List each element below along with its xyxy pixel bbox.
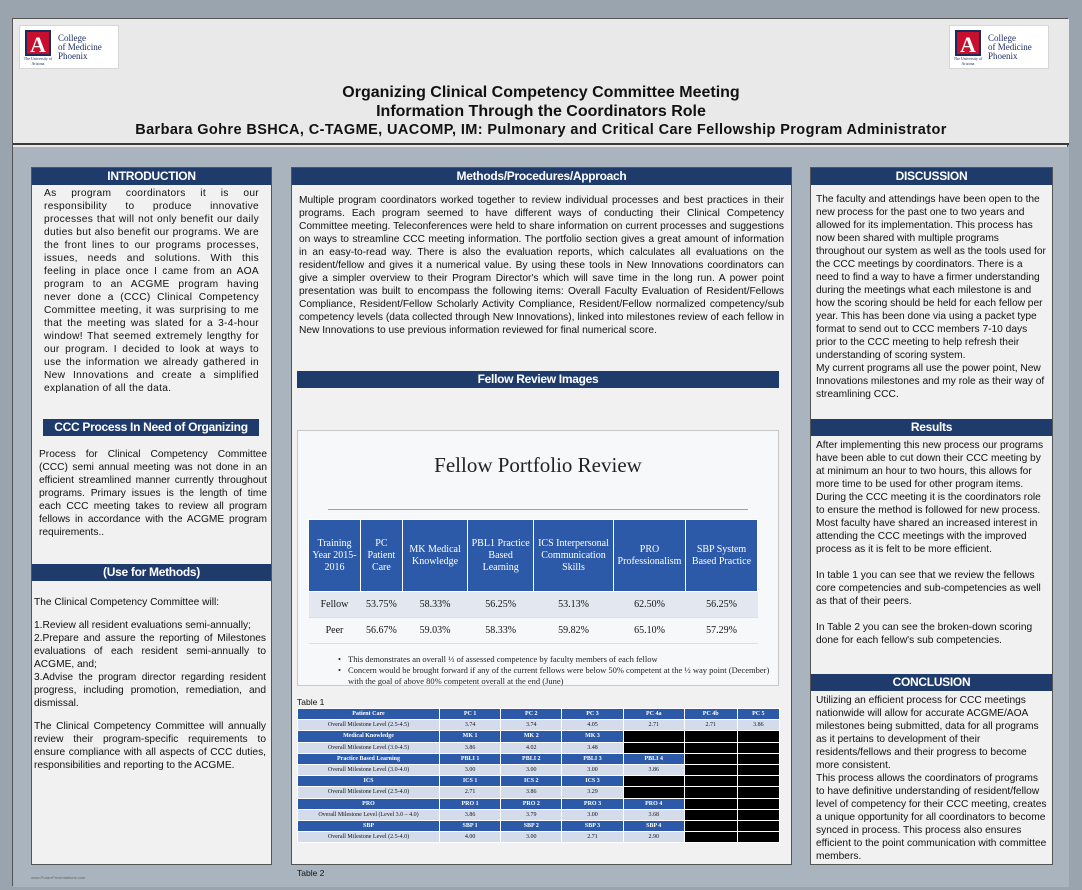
poster-body [13, 147, 1069, 887]
table-row: Overall Milestone Level (3.0-4.5) 3.86 4.02 3.48 [298, 742, 780, 753]
portfolio-title: Fellow Portfolio Review [434, 453, 642, 477]
table-row: Overall Milestone Level (2.5-4.0) 4.00 3.00 2.71 2.90 [298, 832, 780, 843]
footer-credit: www.PosterPresentations.com [31, 875, 86, 880]
middle-column [291, 167, 792, 878]
methods-heading: Methods/Procedures/Approach [292, 168, 791, 185]
list-item: • Concern would be brought forward if any of the current fellows were below 50% competent at the ½ way point (December) with the goal of above 80% competent overall at the end (June) [338, 665, 778, 687]
ccc-process-heading: CCC Process In Need of Organizing [43, 419, 259, 436]
right-column [810, 167, 1053, 865]
table-header: ICS Interpersonal Communication Skills [534, 520, 614, 592]
table-header: PC Patient Care [361, 520, 403, 592]
results-heading: Results [811, 419, 1052, 436]
table-row: Patient Care PC 1 PC 2 PC 3 PC 4a PC 4b PC 5 [298, 709, 780, 720]
discussion-heading: DISCUSSION [811, 168, 1052, 185]
author-line: Barbara Gohre BSHCA, C-TAGME, UACOMP, IM: Pulmonary and Critical Care Fellowship Program Administrator [135, 122, 947, 138]
methods-text: Multiple program coordinators worked together to review individual processes and best practices in their programs. Each program seemed to have different ways of conducting their Clinical Competency Committee meeting. Teleconferences were held to share information on current processes and suggestions on ways to streamline CCC meeting information. The portfolio section gives a great amount of information in an easy-to-read way. There is also the evaluation reports, which calculates all evaluations on the resident/fellow and gives it a numerical value. By using these tools in New Innovations coordinators can give a simpler overview to their Program Director's which will save time in the long run. A power point presentation was built to encompass the following items: Overall Faculty Evaluation of Resident/Fellows Compliance, Resident/Fellow Scholarly Activity Compliance, Resident/Fellow normalized competency/sub competency levels (data collected through New Innovations), linked into milestones review of each fellow in New Innovations to use previous information reviewed for final numerical score. [299, 195, 784, 336]
use-for-methods-closing: The Clinical Competency Committee will annually review their program-specific requirements to ensure compliance with all aspects of CCC duties, responsibilities and reporting to the ACGME. [34, 721, 266, 771]
results-text: In Table 2 you can see the broken-down scoring done for each fellow's sub competencies. [816, 622, 1033, 646]
table-row: ICS ICS 1 ICS 2 ICS 3 [298, 776, 780, 787]
table-header: PRO Professionalism [614, 520, 686, 592]
use-for-methods-intro: The Clinical Competency Committee will: [34, 597, 220, 608]
poster [12, 18, 1068, 886]
university-logo-left: A The University of Arizona College of Medicine Phoenix [19, 25, 119, 69]
table-row: SBP SBP 1 SBP 2 SBP 3 SBP 4 [298, 820, 780, 831]
fellow-images-heading: Fellow Review Images [297, 371, 779, 388]
introduction-heading: INTRODUCTION [32, 168, 271, 185]
conclusion-text: Utilizing an efficient process for CCC meetings nationwide will allow for accurate ACGME/AOA milestones being submitted, data for all programs as it pertains to development of their residents/fellows and their progress to become more consistent. [816, 695, 1039, 771]
table-header: MK Medical Knowledge [402, 520, 467, 592]
table-row: Overall Milestone Level (3.0-4.0) 3.00 3.00 3.00 3.86 [298, 764, 780, 775]
poster-header [13, 19, 1069, 145]
conclusion-heading: CONCLUSION [811, 674, 1052, 691]
poster-title [13, 83, 1069, 140]
table-row: Practice Based Learning PBLI 1 PBLI 2 PBLI 3 PBLI 4 [298, 753, 780, 764]
list-item: 2.Prepare and assure the reporting of Milestones evaluations of each resident semi-annually to ACGME, and; [34, 633, 266, 670]
table-row: Overall Milestone Level (Level 3.0 – 4.0) 3.86 3.79 3.00 3.68 [298, 809, 780, 820]
fellow-portfolio-image [297, 430, 779, 686]
table-row: Overall Milestone Level (2.5-4.5) 3.74 3.74 4.05 2.71 2.71 3.86 [298, 720, 780, 731]
milestone-table [297, 708, 780, 843]
list-item: • This demonstrates an overall ⅓ of assessed competence by faculty members of each fellow [338, 654, 778, 665]
table-row: Overall Milestone Level (2.5-4.0) 2.71 3.86 3.29 [298, 787, 780, 798]
introduction-text: As program coordinators it is our responsibility to produce innovative processes that will not only benefit our daily duties but also benefit our programs. We are the front lines to our programs processes, issues, needs and solutions. With this feeling in place once I came from an AOA program to an ACGME program having never done a (CCC) Clinical Competency Committee meeting, it was surprising to me that the meeting was slated for a 3-4-hour window! That seemed extremely lengthy for our program. I decided to look at ways to use the information we already gathered in New Innovations and create a simplified explanation of all the data. [44, 188, 259, 394]
portfolio-bullets [338, 654, 778, 687]
divider [328, 509, 748, 510]
title-line1: Organizing Clinical Competency Committee Meeting [342, 84, 740, 101]
portfolio-table [308, 519, 758, 644]
list-item: 3.Advise the program director regarding resident progress, including promotion, remediation, and dismissal. [34, 672, 266, 709]
table-header: PBL1 Practice Based Learning [468, 520, 534, 592]
table-row: Medical Knowledge MK 1 MK 2 MK 3 [298, 731, 780, 742]
discussion-text: The faculty and attendings have been open to the new process for the past one to two years and allowed for its implementation. This process has now been shared with multiple programs throughout our system as well as the tools used for the CCC meetings by coordinators. There is a need to find a way to have a firmer understanding during the meetings what each milestone is and how the scoring should be held for each fellow per year. This has been done via using a packet type format to send out to CCC members 7-10 days prior to the CCC meeting to help refresh their understanding of scoring system. [816, 194, 1046, 361]
table-row: Peer 56.67% 59.03% 58.33% 59.82% 65.10% 57.29% [309, 618, 758, 644]
results-text: In table 1 you can see that we review the fellows core competencies and sub-competencies as well as that of their peers. [816, 570, 1041, 607]
left-column [31, 167, 272, 865]
table-row: Fellow 53.75% 58.33% 56.25% 53.13% 62.50% 56.25% [309, 592, 758, 618]
conclusion-text: This process allows the coordinators of programs to have definitive understanding of resident/fellow level of competency for their CCC meeting, creates a unique opportunity for all coordinators to become synced in process. This process also ensures efficient to the point communication with committee members. [816, 773, 1047, 862]
use-for-methods-body [34, 596, 266, 772]
table1-caption: Table 1 [297, 697, 325, 707]
use-for-methods-heading: (Use for Methods) [32, 564, 271, 581]
ccc-process-text: Process for Clinical Competency Committee (CCC) semi annual meeting was not done in an efficient streamlined manner currently throughout programs. Primary issues is the length of time each CCC meeting takes to review all program fellows in accordance with the ACGME program requirements.. [39, 449, 267, 538]
title-line2: Information Through the Coordinators Role [376, 103, 706, 120]
university-logo-right: A The University of Arizona College of Medicine Phoenix [949, 25, 1049, 69]
results-text: After implementing this new process our programs have been able to cut down their CCC meeting by at minimum an hour to two hours, this allows for more time to be used for other program items. During the CCC meeting it is the coordinators role to ensure the method is followed for new process. Most faculty have shared an increased interest in attending the CCC meetings with the improved process as it is felt to be more efficient. [816, 440, 1044, 555]
table2-caption: Table 2 [297, 868, 325, 878]
arizona-a-icon: A The University of Arizona [23, 32, 53, 66]
arizona-a-icon: A The University of Arizona [953, 32, 983, 66]
discussion-text: My current programs all use the power point, New Innovations milestones and my role as their way of streamlining CCC. [816, 363, 1045, 400]
table-row: PRO PRO 1 PRO 2 PRO 3 PRO 4 [298, 798, 780, 809]
table-header: Training Year 2015-2016 [309, 520, 361, 592]
list-item: 1.Review all resident evaluations semi-annually; [34, 620, 251, 631]
table-header: SBP System Based Practice [686, 520, 758, 592]
